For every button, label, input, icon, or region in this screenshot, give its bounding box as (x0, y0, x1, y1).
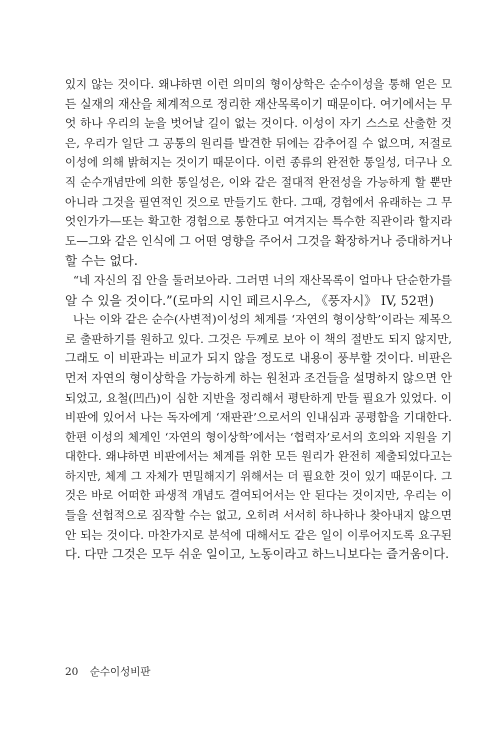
text-line: 이성에 의해 밝혀지는 것이기 때문이다. 이런 종류의 완전한 통일성, 더구나 오 (65, 155, 452, 170)
paragraph-2 (65, 310, 452, 565)
text-line: 다. 다만 그것은 모두 쉬운 일이고, 노동이라고 하느니보다는 즐거움이다. (65, 547, 450, 562)
text-line: 할 수는 없다. (65, 253, 138, 269)
page-number: 20 (65, 666, 79, 678)
text-line: 되었고, 요철(凹凸)이 심한 지반을 정리해서 평탄하게 만들 필요가 있었다. 이 (65, 390, 452, 405)
text-line: 직 순수개념만에 의한 통일성은, 이와 같은 절대적 완전성을 가능하게 할 뿐만 (65, 174, 452, 189)
text-line: 안 되는 것이다. 마찬가지로 분석에 대해서도 같은 일이 이루어지도록 요구된 (65, 527, 452, 542)
text-line: 것은 바로 어떠한 파생적 개념도 결여되어서는 안 된다는 것이지만, 우리는 이 (65, 488, 452, 503)
body-text (65, 75, 452, 565)
running-title: 순수이성비판 (89, 666, 151, 678)
text-line: 대한다. 왜냐하면 비판에서는 체계를 위한 모든 원리가 완전히 제출되었다고는 (65, 449, 452, 464)
quote-block (65, 271, 452, 310)
quote-line: 알 수 있을 것이다.”(로마의 시인 페르시우스, 《풍자시》 IV, 52편) (65, 292, 434, 308)
page-footer (65, 664, 151, 679)
paragraph-1 (65, 75, 452, 271)
text-line: 비판에 있어서 나는 독자에게 ‘재판관’으로서의 인내심과 공평함을 기대한다. (65, 410, 452, 425)
quote-line: “네 자신의 집 안을 둘러보아라. 그러면 너의 재산목록이 얼마나 단순한가를 (73, 272, 452, 287)
text-line: 엇인가가—또는 확고한 경험으로 통한다고 여겨지는 특수한 직관이라 할지라 (65, 214, 452, 229)
text-line: 도—그와 같은 인식에 그 어떤 영향을 주어서 그것을 확장하거나 증대하거나 (65, 233, 452, 248)
text-line: 엇 하나 우리의 눈을 벗어날 길이 없는 것이다. 이성이 자기 스스로 산출한 것 (65, 116, 452, 131)
text-line: 든 실재의 재산을 체계적으로 정리한 재산목록이기 때문이다. 여기에서는 무 (65, 96, 452, 111)
text-line: 은, 우리가 일단 그 공통의 원리를 발견한 뒤에는 감추어질 수 없으며, 저절로 (65, 135, 452, 150)
text-line: 들을 선험적으로 짐작할 수는 없고, 오히려 서서히 하나하나 찾아내지 않으면 (65, 508, 452, 523)
text-line: 있지 않는 것이다. 왜냐하면 이런 의미의 형이상학은 순수이성을 통해 얻은 모 (65, 77, 452, 91)
text-line: 한편 이성의 체계인 ‘자연의 형이상학’에서는 ‘협력자’로서의 호의와 지원을 기 (65, 429, 452, 444)
text-line: 아니라 그것을 필연적인 것으로 만들기도 한다. 그때, 경험에서 유래하는 그 무 (65, 194, 452, 209)
text-line: 하지만, 체계 그 자체가 면밀해지기 위해서는 더 필요한 것이 있기 때문이다. 그 (65, 469, 452, 483)
text-line: 나는 이와 같은 순수(사변적)이성의 체계를 ‘자연의 형이상학’이라는 제목으 (73, 312, 452, 327)
text-line: 먼저 자연의 형이상학을 가능하게 하는 원천과 조건들을 설명하지 않으면 안 (65, 370, 452, 385)
text-line: 그래도 이 비판과는 비교가 되지 않을 정도로 내용이 풍부할 것이다. 비판은 (65, 351, 452, 366)
text-line: 로 출판하기를 원하고 있다. 그것은 두께로 보아 이 책의 절반도 되지 않지만, (65, 331, 452, 346)
